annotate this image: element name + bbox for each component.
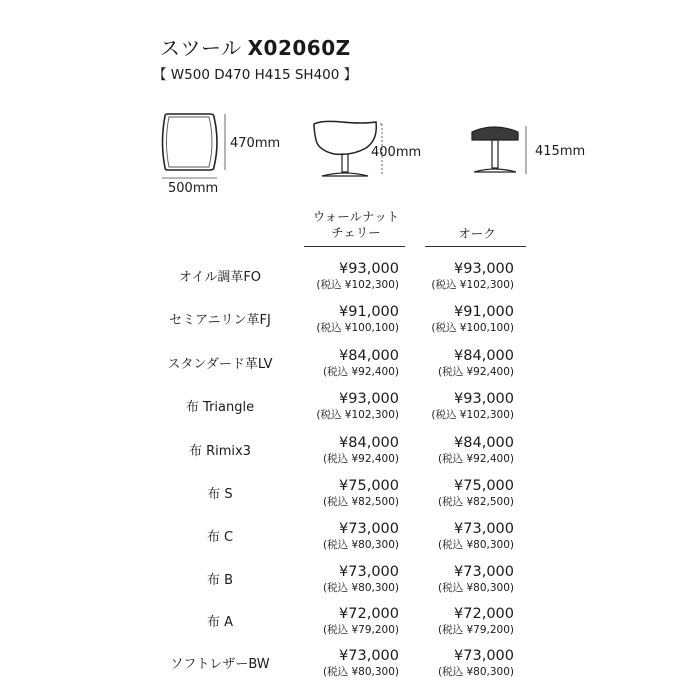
price-cell-walnut [279,477,399,509]
price: ¥75,000 [454,478,514,494]
row-label: 布 Rimix3 [188,444,252,459]
row-label: 布 C [206,530,234,545]
tax-price: (税込 ¥92,400) [323,453,399,465]
price-cell-oak [394,647,514,679]
price-cell-oak [394,563,514,595]
row-label: 布 S [207,487,233,502]
top-depth-label: 470mm [230,136,281,151]
price-cell-walnut [279,260,399,292]
product-code: X02060Z [247,36,351,60]
column-header-oak [417,226,537,242]
price: ¥84,000 [454,348,514,364]
price: ¥93,000 [339,391,399,407]
price-cell-oak [394,390,514,422]
tax-price: (税込 ¥102,300) [431,279,514,291]
price-cell-walnut [279,347,399,379]
tax-price: (税込 ¥92,400) [438,366,514,378]
tax-price: (税込 ¥80,300) [438,539,514,551]
front-view-drawing [468,122,538,180]
side-seat-height-label: 400mm [371,145,422,160]
price-cell-walnut [279,434,399,466]
price: ¥84,000 [339,435,399,451]
price: ¥72,000 [454,606,514,622]
tax-price: (税込 ¥102,300) [431,409,514,421]
product-name: スツール [160,36,242,60]
tax-price: (税込 ¥92,400) [323,366,399,378]
price: ¥91,000 [454,304,514,320]
product-dimensions: 【 W500 D470 H415 SH400 】 [153,67,358,83]
row-label: 布 A [206,615,234,630]
tax-price: (税込 ¥80,300) [323,582,399,594]
tax-price: (税込 ¥100,100) [316,322,399,334]
price: ¥93,000 [454,261,514,277]
row-label: ソフトレザーBW [170,657,270,672]
price: ¥73,000 [339,521,399,537]
price-cell-walnut [279,303,399,335]
price-cell-oak [394,520,514,552]
top-view-drawing [160,112,240,182]
price-cell-oak [394,347,514,379]
product-title [160,32,351,61]
column-header-walnut-line2: チェリー [331,225,381,240]
column-header-walnut [296,209,416,241]
tax-price: (税込 ¥79,200) [323,624,399,636]
price: ¥73,000 [339,564,399,580]
tax-price: (税込 ¥80,300) [438,666,514,678]
tax-price: (税込 ¥80,300) [323,666,399,678]
price: ¥72,000 [339,606,399,622]
price: ¥93,000 [339,261,399,277]
column-header-oak-line1: オーク [458,226,496,241]
row-label: セミアニリン革FJ [169,313,271,328]
price: ¥84,000 [339,348,399,364]
price-cell-oak [394,303,514,335]
tax-price: (税込 ¥79,200) [438,624,514,636]
row-label: 布 Triangle [185,400,255,415]
tax-price: (税込 ¥80,300) [438,582,514,594]
tax-price: (税込 ¥102,300) [316,279,399,291]
price-cell-walnut [279,390,399,422]
top-width-label: 500mm [168,181,219,196]
price-cell-oak [394,260,514,292]
price: ¥73,000 [454,648,514,664]
price-cell-walnut [279,605,399,637]
price: ¥75,000 [339,478,399,494]
price-cell-walnut [279,563,399,595]
tax-price: (税込 ¥80,300) [323,539,399,551]
price: ¥93,000 [454,391,514,407]
row-label: スタンダード革LV [167,357,273,372]
price: ¥91,000 [339,304,399,320]
tax-price: (税込 ¥82,500) [438,496,514,508]
price: ¥84,000 [454,435,514,451]
price-cell-walnut [279,520,399,552]
row-label: 布 B [206,573,234,588]
tax-price: (税込 ¥100,100) [431,322,514,334]
row-label: オイル調革FO [178,270,262,285]
column-header-divider-oak [425,246,526,247]
tax-price: (税込 ¥92,400) [438,453,514,465]
front-height-label: 415mm [535,144,586,159]
tax-price: (税込 ¥102,300) [316,409,399,421]
column-header-walnut-line1: ウォールナット [312,209,400,224]
price-cell-oak [394,605,514,637]
price: ¥73,000 [454,564,514,580]
tax-price: (税込 ¥82,500) [323,496,399,508]
price-cell-walnut [279,647,399,679]
price: ¥73,000 [339,648,399,664]
price: ¥73,000 [454,521,514,537]
price-cell-oak [394,477,514,509]
price-cell-oak [394,434,514,466]
column-header-divider-walnut [304,246,405,247]
